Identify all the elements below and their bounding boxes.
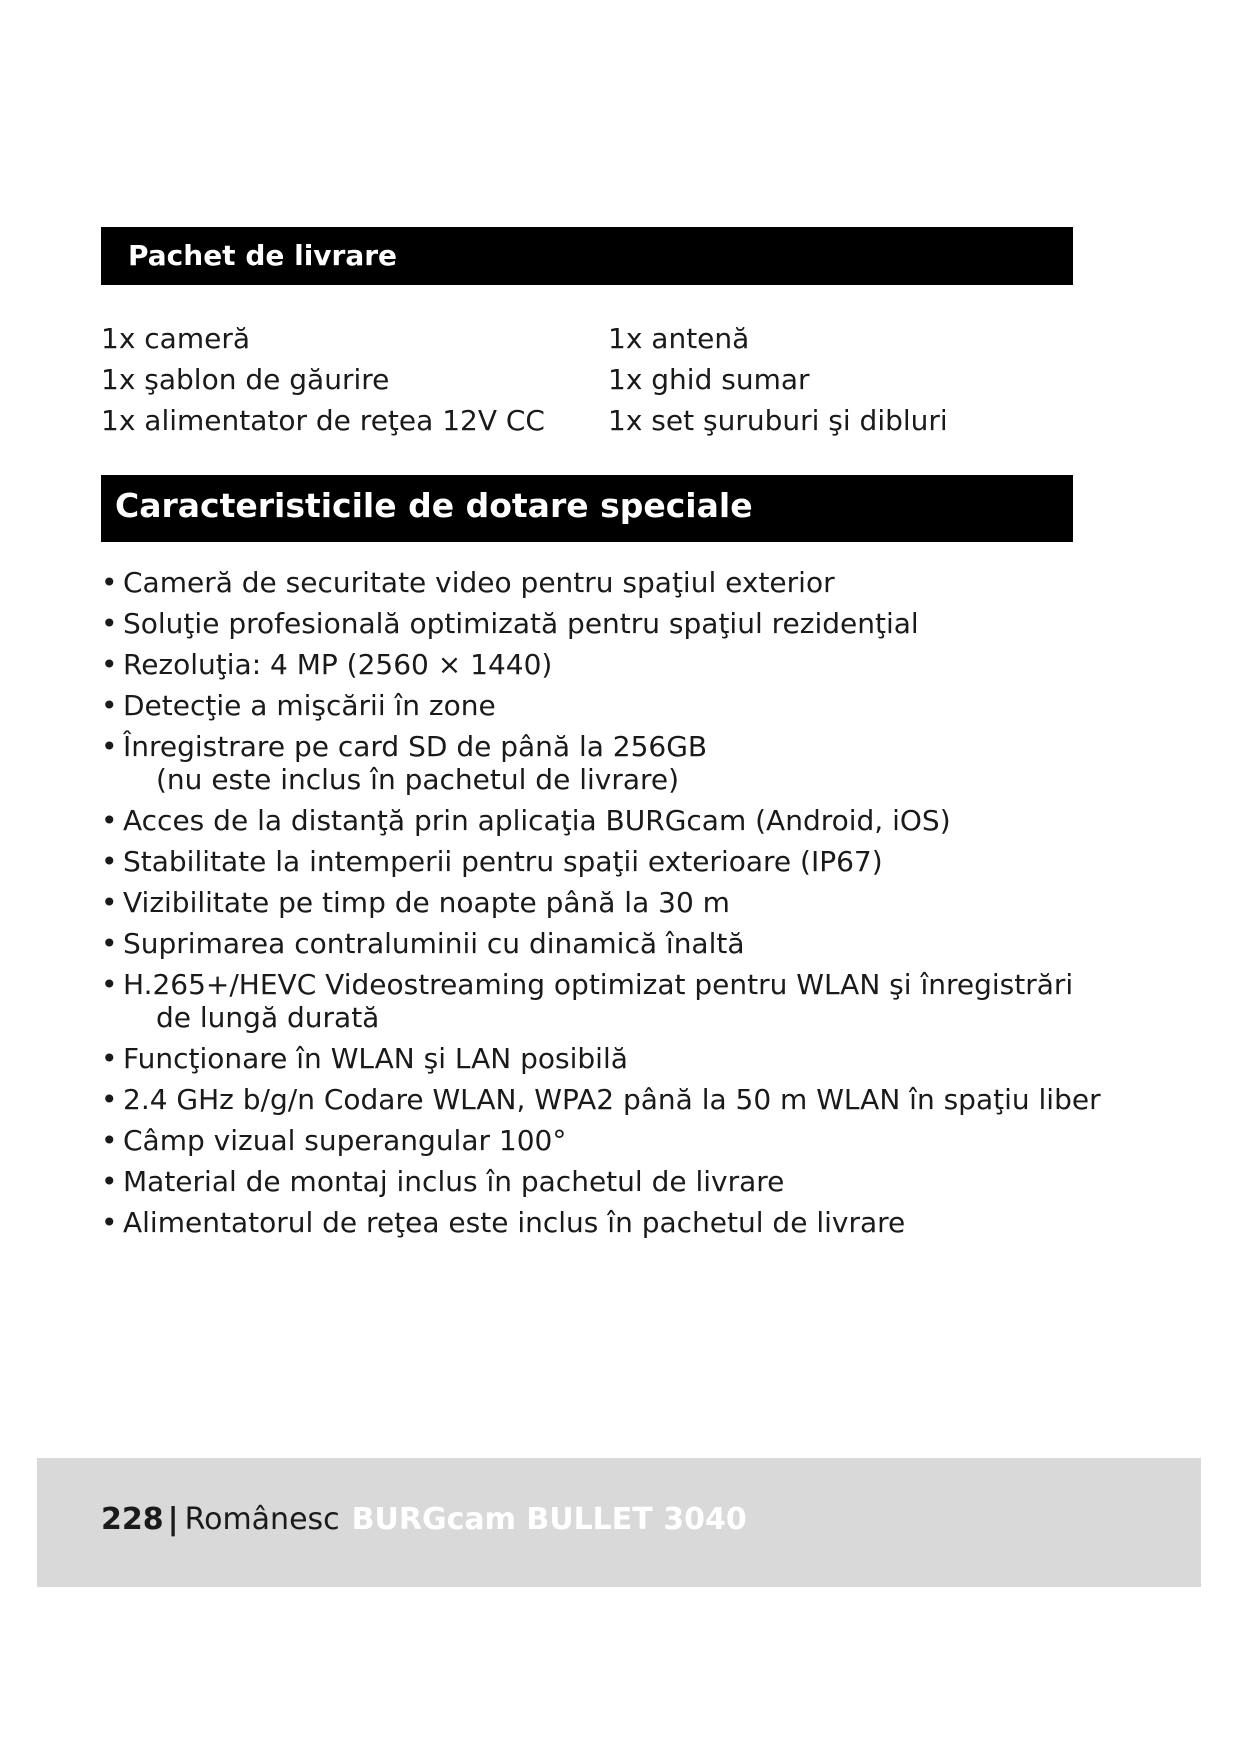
feature-text: H.265+/HEVC Videostreaming optimizat pentru WLAN şi înregistrări <box>123 968 1074 1001</box>
package-section-header <box>101 227 1073 285</box>
package-list-left <box>101 318 545 441</box>
bullet-icon: • <box>101 927 118 960</box>
list-item <box>101 841 1081 882</box>
bullet-icon: • <box>101 566 118 599</box>
feature-text: Funcţionare în WLAN şi LAN posibilă <box>123 1042 628 1075</box>
bullet-icon: • <box>101 648 118 681</box>
list-item <box>101 1161 1081 1202</box>
page-footer <box>37 1458 1201 1587</box>
bullet-icon: • <box>101 1083 118 1116</box>
feature-text: Suprimarea contraluminii cu dinamică înaltă <box>123 927 745 960</box>
bullet-icon: • <box>101 1165 118 1198</box>
footer-text <box>101 1502 747 1537</box>
list-item <box>101 923 1081 964</box>
feature-text: Detecţie a mişcării în zone <box>123 689 496 722</box>
list-item <box>101 882 1081 923</box>
bullet-icon: • <box>101 804 118 837</box>
package-item: 1x set şuruburi şi dibluri <box>608 404 948 437</box>
bullet-icon: • <box>101 1124 118 1157</box>
list-item <box>101 800 1081 841</box>
list-item <box>101 603 1081 644</box>
feature-text: 2.4 GHz b/g/n Codare WLAN, WPA2 până la 50 m WLAN în spaţiu liber <box>123 1083 1101 1116</box>
features-section-header <box>101 475 1073 542</box>
feature-text: Câmp vizual superangular 100° <box>123 1124 567 1157</box>
features-list <box>101 562 1101 1243</box>
package-list-right <box>608 318 948 441</box>
page-number: 228 <box>101 1502 164 1537</box>
bullet-icon: • <box>101 1042 118 1075</box>
bullet-icon: • <box>101 886 118 919</box>
feature-text: Stabilitate la intemperii pentru spaţii exterioare (IP67) <box>123 845 883 878</box>
feature-text: Material de montaj inclus în pachetul de livrare <box>123 1165 785 1198</box>
footer-language: Românesc <box>184 1502 340 1537</box>
list-item <box>101 644 1081 685</box>
list-item <box>101 726 1081 796</box>
list-item <box>101 1038 1081 1079</box>
feature-text: Cameră de securitate video pentru spaţiul exterior <box>123 566 835 599</box>
feature-text: Rezoluţia: 4 MP (2560 × 1440) <box>123 648 553 681</box>
bullet-icon: • <box>101 607 118 640</box>
bullet-icon: • <box>101 1206 118 1239</box>
footer-separator: | <box>167 1502 179 1537</box>
package-item: 1x antenă <box>608 322 750 355</box>
list-item <box>101 1079 1101 1120</box>
bullet-icon: • <box>101 689 118 722</box>
feature-text-continuation: (nu este inclus în pachetul de livrare) <box>156 763 680 796</box>
features-section-title: Caracteristicile de dotare speciale <box>115 486 753 525</box>
list-item <box>101 964 1081 1034</box>
package-item: 1x şablon de găurire <box>101 363 390 396</box>
feature-text: Alimentatorul de reţea este inclus în pachetul de livrare <box>123 1206 906 1239</box>
bullet-icon: • <box>101 730 118 763</box>
package-item: 1x alimentator de reţea 12V CC <box>101 404 545 437</box>
feature-text: Vizibilitate pe timp de noapte până la 30 m <box>123 886 730 919</box>
list-item <box>101 685 1081 726</box>
feature-text: Acces de la distanţă prin aplicaţia BURGcam (Android, iOS) <box>123 804 951 837</box>
package-item: 1x cameră <box>101 322 251 355</box>
bullet-icon: • <box>101 968 118 1001</box>
feature-text: Înregistrare pe card SD de până la 256GB <box>123 730 708 763</box>
list-item <box>101 562 1081 603</box>
package-item: 1x ghid sumar <box>608 363 810 396</box>
package-section-title: Pachet de livrare <box>128 239 398 272</box>
list-item <box>101 1120 1081 1161</box>
list-item <box>101 1202 1081 1243</box>
bullet-icon: • <box>101 845 118 878</box>
feature-text-continuation: de lungă durată <box>156 1001 380 1034</box>
feature-text: Soluţie profesională optimizată pentru spaţiul rezidenţial <box>123 607 919 640</box>
footer-product-name: BURGcam BULLET 3040 <box>351 1502 747 1537</box>
